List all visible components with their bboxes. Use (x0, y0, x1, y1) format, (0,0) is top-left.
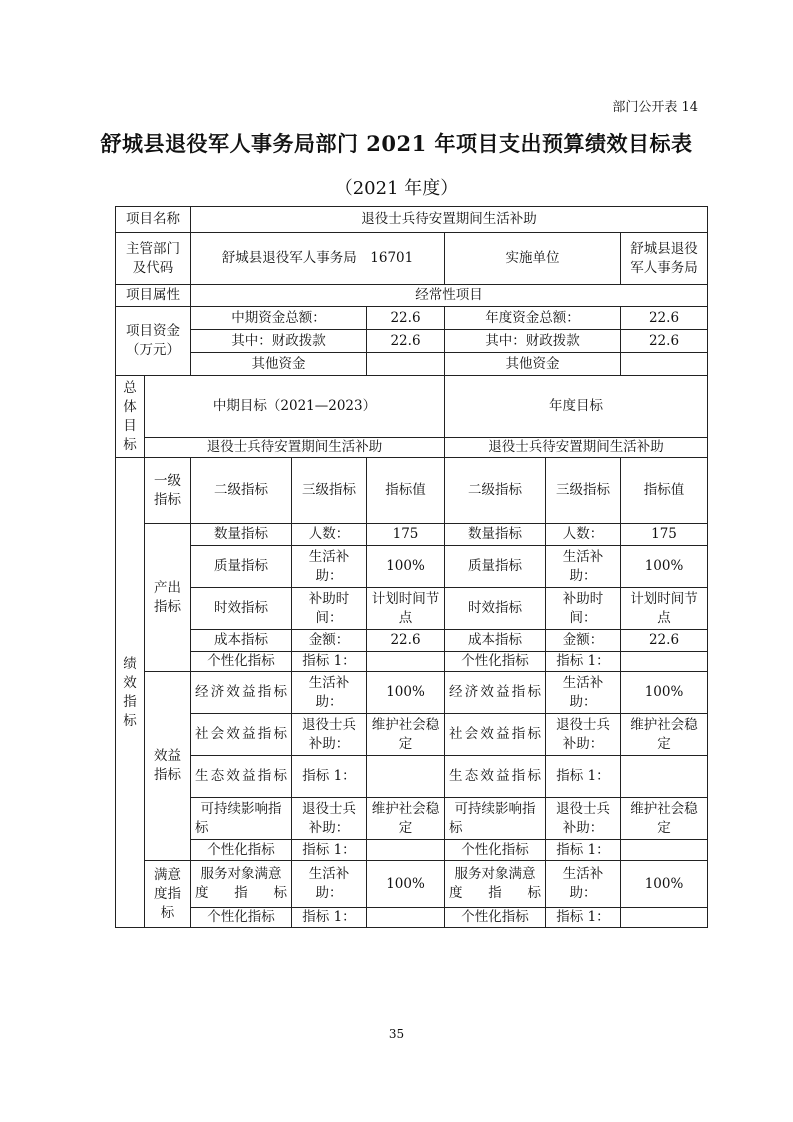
table-row (116, 908, 708, 928)
page-number: 35 (388, 1027, 405, 1041)
l2-cell: 可持续影响指标 (191, 798, 292, 840)
impl-label: 实施单位 (445, 233, 621, 285)
l2-cell-annual: 社会效益指标 (445, 714, 546, 756)
mid-other-value (367, 353, 445, 376)
attr-value: 经常性项目 (191, 285, 708, 307)
value-cell: 维护社会稳定 (367, 714, 445, 756)
value-cell: 100% (367, 672, 445, 714)
mid-total-label: 中期资金总额： (191, 307, 367, 330)
l3-cell: 人数： (292, 524, 367, 546)
l2-cell: 时效指标 (191, 588, 292, 630)
l3-cell-annual: 人数： (546, 524, 621, 546)
impl-value: 舒城县退役军人事务局 (621, 233, 708, 285)
l3-cell-annual: 退役士兵补助： (546, 798, 621, 840)
table-row (116, 546, 708, 588)
l2-cell: 质量指标 (191, 546, 292, 588)
l3-cell: 指标 1： (292, 840, 367, 861)
l2-cell-annual: 可持续影响指标 (445, 798, 546, 840)
l2-cell-annual: 个性化指标 (445, 652, 546, 672)
l3-cell-annual: 指标 1： (546, 908, 621, 928)
l2-cell-annual: 数量指标 (445, 524, 546, 546)
value-cell: 计划时间节点 (367, 588, 445, 630)
l3-cell: 指标 1： (292, 908, 367, 928)
output-indicators-label: 产出指标 (145, 524, 191, 672)
dept-label: 主管部门及代码 (116, 233, 191, 285)
value-cell-annual: 100% (621, 672, 708, 714)
value-cell-annual: 计划时间节点 (621, 588, 708, 630)
l3-cell-annual: 补助时间： (546, 588, 621, 630)
l3-cell: 生活补助： (292, 861, 367, 908)
l2-cell-annual: 服务对象满意度指标 (445, 861, 546, 908)
l3-cell: 金额： (292, 630, 367, 652)
l2-cell-annual: 生态效益指标 (445, 756, 546, 798)
page-subtitle: （2021 年度） (334, 178, 459, 199)
l2-cell-annual: 时效指标 (445, 588, 546, 630)
value-cell-annual: 维护社会稳定 (621, 714, 708, 756)
funds-label: 项目资金（万元） (116, 307, 191, 376)
l2-cell: 个性化指标 (191, 840, 292, 861)
l2-cell-annual: 质量指标 (445, 546, 546, 588)
value-cell: 22.6 (367, 630, 445, 652)
l2-cell-annual: 经济效益指标 (445, 672, 546, 714)
annual-goal-label: 年度目标 (445, 376, 708, 438)
l3-cell: 生活补助： (292, 672, 367, 714)
l2-cell: 成本指标 (191, 630, 292, 652)
mid-goal-value: 退役士兵待安置期间生活补助 (145, 438, 445, 458)
table-row (116, 307, 708, 330)
value-cell-annual: 维护社会稳定 (621, 798, 708, 840)
table-row (116, 458, 708, 524)
l2-cell-annual: 个性化指标 (445, 908, 546, 928)
table-row (116, 756, 708, 798)
l3-cell-annual: 生活补助： (546, 672, 621, 714)
project-name-value: 退役士兵待安置期间生活补助 (191, 207, 708, 233)
value-cell-annual (621, 840, 708, 861)
table-row (116, 233, 708, 285)
table-row (116, 588, 708, 630)
value-cell-annual: 175 (621, 524, 708, 546)
annual-fiscal-value: 22.6 (621, 330, 708, 353)
l3-cell: 生活补助： (292, 546, 367, 588)
dept-value: 舒城县退役军人事务局 16701 (191, 233, 445, 285)
table-row (116, 630, 708, 652)
annual-other-value (621, 353, 708, 376)
value-cell (367, 840, 445, 861)
table-row (116, 840, 708, 861)
table-row (116, 524, 708, 546)
mid-fiscal-value: 22.6 (367, 330, 445, 353)
mid-total-value: 22.6 (367, 307, 445, 330)
value-cell-annual (621, 908, 708, 928)
value-cell: 175 (367, 524, 445, 546)
value-cell-annual (621, 652, 708, 672)
l3-cell: 指标 1： (292, 652, 367, 672)
attr-label: 项目属性 (116, 285, 191, 307)
l3-cell: 补助时间： (292, 588, 367, 630)
mid-goal-label: 中期目标（2021—2023） (145, 376, 445, 438)
value-cell (367, 652, 445, 672)
l2-header: 二级指标 (191, 458, 292, 524)
mid-fiscal-label: 其中：财政拨款 (191, 330, 367, 353)
table-row (116, 353, 708, 376)
table-row (116, 285, 708, 307)
l3-cell-annual: 指标 1： (546, 652, 621, 672)
value-cell (367, 756, 445, 798)
value-cell-annual: 100% (621, 861, 708, 908)
page-title: 舒城县退役军人事务局部门 2021 年项目支出预算绩效目标表 (100, 131, 693, 156)
project-name-label: 项目名称 (116, 207, 191, 233)
table-row (116, 861, 708, 908)
l3-cell-annual: 生活补助： (546, 546, 621, 588)
value-header: 指标值 (367, 458, 445, 524)
l2-cell-annual: 个性化指标 (445, 840, 546, 861)
overall-goal-label: 总体目标 (116, 376, 145, 458)
l2-cell: 个性化指标 (191, 652, 292, 672)
value-cell: 100% (367, 546, 445, 588)
l1-header: 一级指标 (145, 458, 191, 524)
table-row (116, 438, 708, 458)
l3-cell-annual: 退役士兵补助： (546, 714, 621, 756)
l3-cell: 退役士兵补助： (292, 798, 367, 840)
l2-cell: 生态效益指标 (191, 756, 292, 798)
l3-header-annual: 三级指标 (546, 458, 621, 524)
l2-cell: 社会效益指标 (191, 714, 292, 756)
table-row (116, 376, 708, 438)
l2-header-annual: 二级指标 (445, 458, 546, 524)
table-row (116, 798, 708, 840)
l3-cell-annual: 生活补助： (546, 861, 621, 908)
l3-cell-annual: 金额： (546, 630, 621, 652)
annual-total-value: 22.6 (621, 307, 708, 330)
table-row (116, 207, 708, 233)
value-cell: 维护社会稳定 (367, 798, 445, 840)
l3-header: 三级指标 (292, 458, 367, 524)
l2-cell: 服务对象满意度指标 (191, 861, 292, 908)
value-cell-annual: 22.6 (621, 630, 708, 652)
table-row (116, 672, 708, 714)
page-label: 部门公开表 14 (612, 100, 698, 115)
l2-cell: 个性化指标 (191, 908, 292, 928)
value-header-annual: 指标值 (621, 458, 708, 524)
table-row (116, 652, 708, 672)
table-row (116, 714, 708, 756)
table-row (116, 330, 708, 353)
l2-cell: 经济效益指标 (191, 672, 292, 714)
l3-cell-annual: 指标 1： (546, 840, 621, 861)
l3-cell: 指标 1： (292, 756, 367, 798)
l3-cell-annual: 指标 1： (546, 756, 621, 798)
annual-fiscal-label: 其中：财政拨款 (445, 330, 621, 353)
satisfaction-indicators-label: 满意度指标 (145, 861, 191, 928)
annual-total-label: 年度资金总额： (445, 307, 621, 330)
l2-cell: 数量指标 (191, 524, 292, 546)
value-cell (367, 908, 445, 928)
mid-other-label: 其他资金 (191, 353, 367, 376)
value-cell-annual (621, 756, 708, 798)
l3-cell: 退役士兵补助： (292, 714, 367, 756)
value-cell-annual: 100% (621, 546, 708, 588)
performance-goal-table (115, 206, 708, 928)
performance-indicators-label: 绩效指标 (116, 458, 145, 928)
annual-other-label: 其他资金 (445, 353, 621, 376)
benefit-indicators-label: 效益指标 (145, 672, 191, 861)
annual-goal-value: 退役士兵待安置期间生活补助 (445, 438, 708, 458)
value-cell: 100% (367, 861, 445, 908)
l2-cell-annual: 成本指标 (445, 630, 546, 652)
